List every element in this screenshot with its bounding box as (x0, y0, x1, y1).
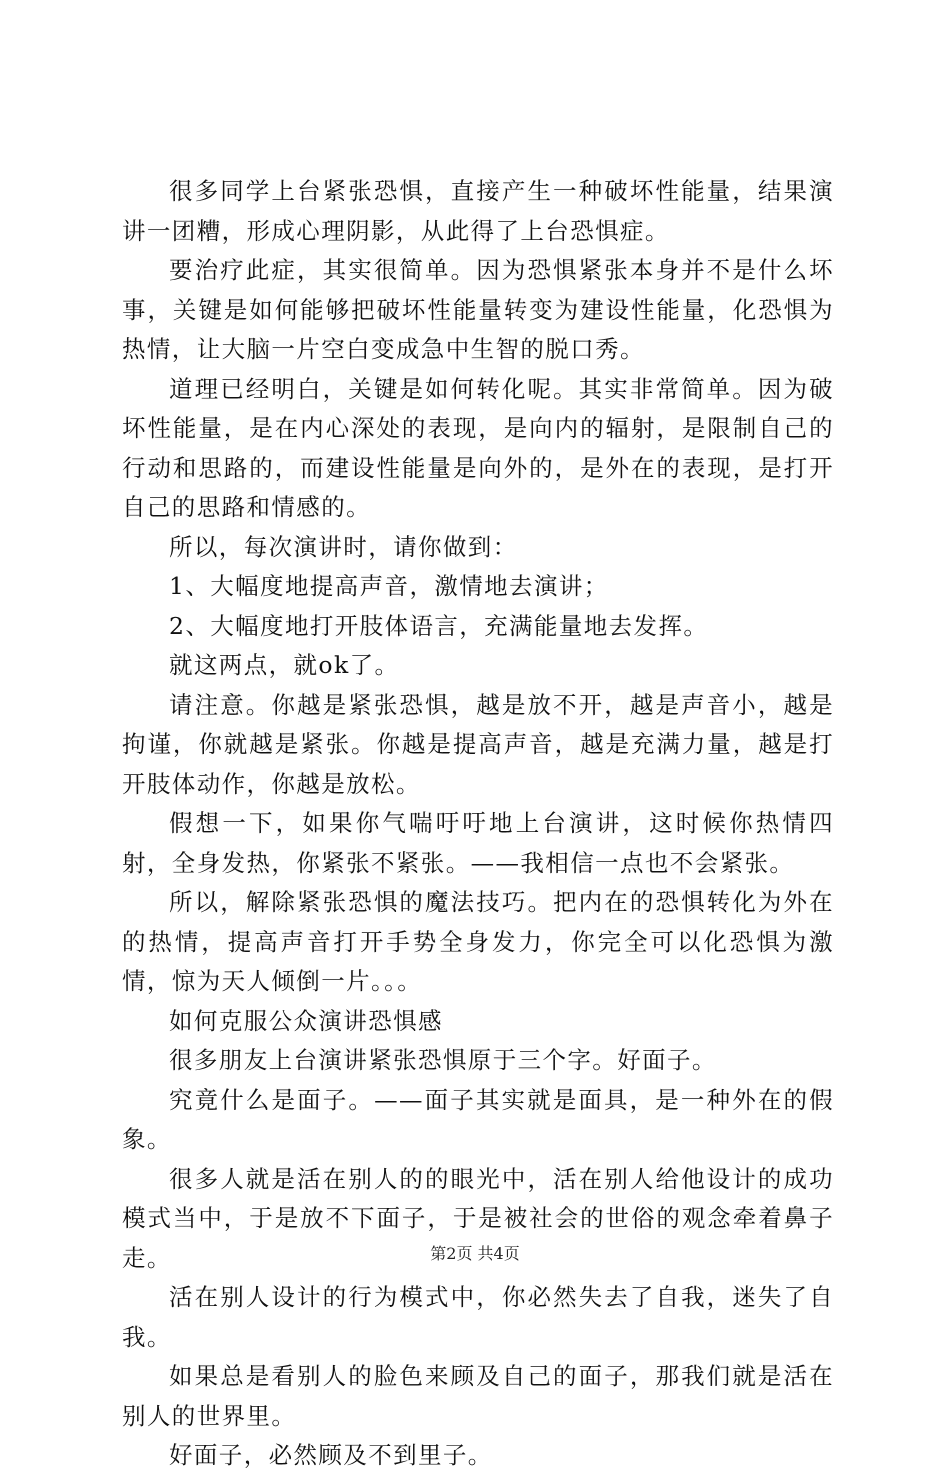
paragraph-10: 究竟什么是面子。——面子其实就是面具，是一种外在的假象。 (122, 1085, 834, 1153)
paragraph-1: 很多同学上台紧张恐惧，直接产生一种破坏性能量，结果演讲一团糟，形成心理阴影，从此得了上台恐惧症。 (122, 177, 834, 245)
paragraph-13: 如果总是看别人的脸色来顾及自己的面子，那我们就是活在别人的世界里。 (122, 1362, 834, 1430)
paragraph-5: 就这两点，就ok了。 (169, 651, 400, 679)
paragraph-9: 很多朋友上台演讲紧张恐惧原于三个字。好面子。 (169, 1046, 717, 1074)
paragraph-6: 请注意。你越是紧张恐惧，越是放不开，越是声音小，越是拘谨，你就越是紧张。你越是提高声音，越是充满力量，越是打开肢体动作，你越是放松。 (122, 690, 834, 798)
document-body (122, 172, 834, 1476)
list-item-1: 1、大幅度地提高声音，激情地去演讲； (169, 572, 609, 600)
paragraph-2: 要治疗此症，其实很简单。因为恐惧紧张本身并不是什么坏事，关键是如何能够把破坏性能量转变为建设性能量，化恐惧为热情，让大脑一片空白变成急中生智的脱口秀。 (122, 256, 834, 363)
list-item-2: 2、大幅度地打开肢体语言，充满能量地去发挥。 (169, 611, 709, 640)
paragraph-4: 所以，每次演讲时，请你做到： (169, 532, 518, 561)
page-number-footer: 第2页 共4页 (430, 1244, 520, 1263)
paragraph-7: 假想一下，如果你气喘吁吁地上台演讲，这时候你热情四射，全身发热，你紧张不紧张。——我相信一点也不会紧张。 (122, 809, 834, 877)
paragraph-12: 活在别人设计的行为模式中，你必然失去了自我，迷失了自我。 (122, 1283, 834, 1351)
paragraph-3: 道理已经明白，关键是如何转化呢。其实非常简单。因为破坏性能量，是在内心深处的表现，是向内的辐射，是限制自己的行动和思路的，而建设性能量是向外的，是外在的表现，是打开自己的思路和情感的。 (122, 374, 834, 521)
paragraph-14: 好面子，必然顾及不到里子。 (169, 1441, 493, 1469)
paragraph-8: 所以，解除紧张恐惧的魔法技巧。把内在的恐惧转化为外在的热情，提高声音打开手势全身发力，你完全可以化恐惧为激情，惊为天人倾倒一片。。。 (122, 888, 834, 995)
section-heading: 如何克服公众演讲恐惧感 (169, 1006, 443, 1035)
paragraph-11: 很多人就是活在别人的的眼光中，活在别人给他设计的成功模式当中，于是放不下面子，于是被社会的世俗的观念牵着鼻子走。 (122, 1164, 834, 1272)
